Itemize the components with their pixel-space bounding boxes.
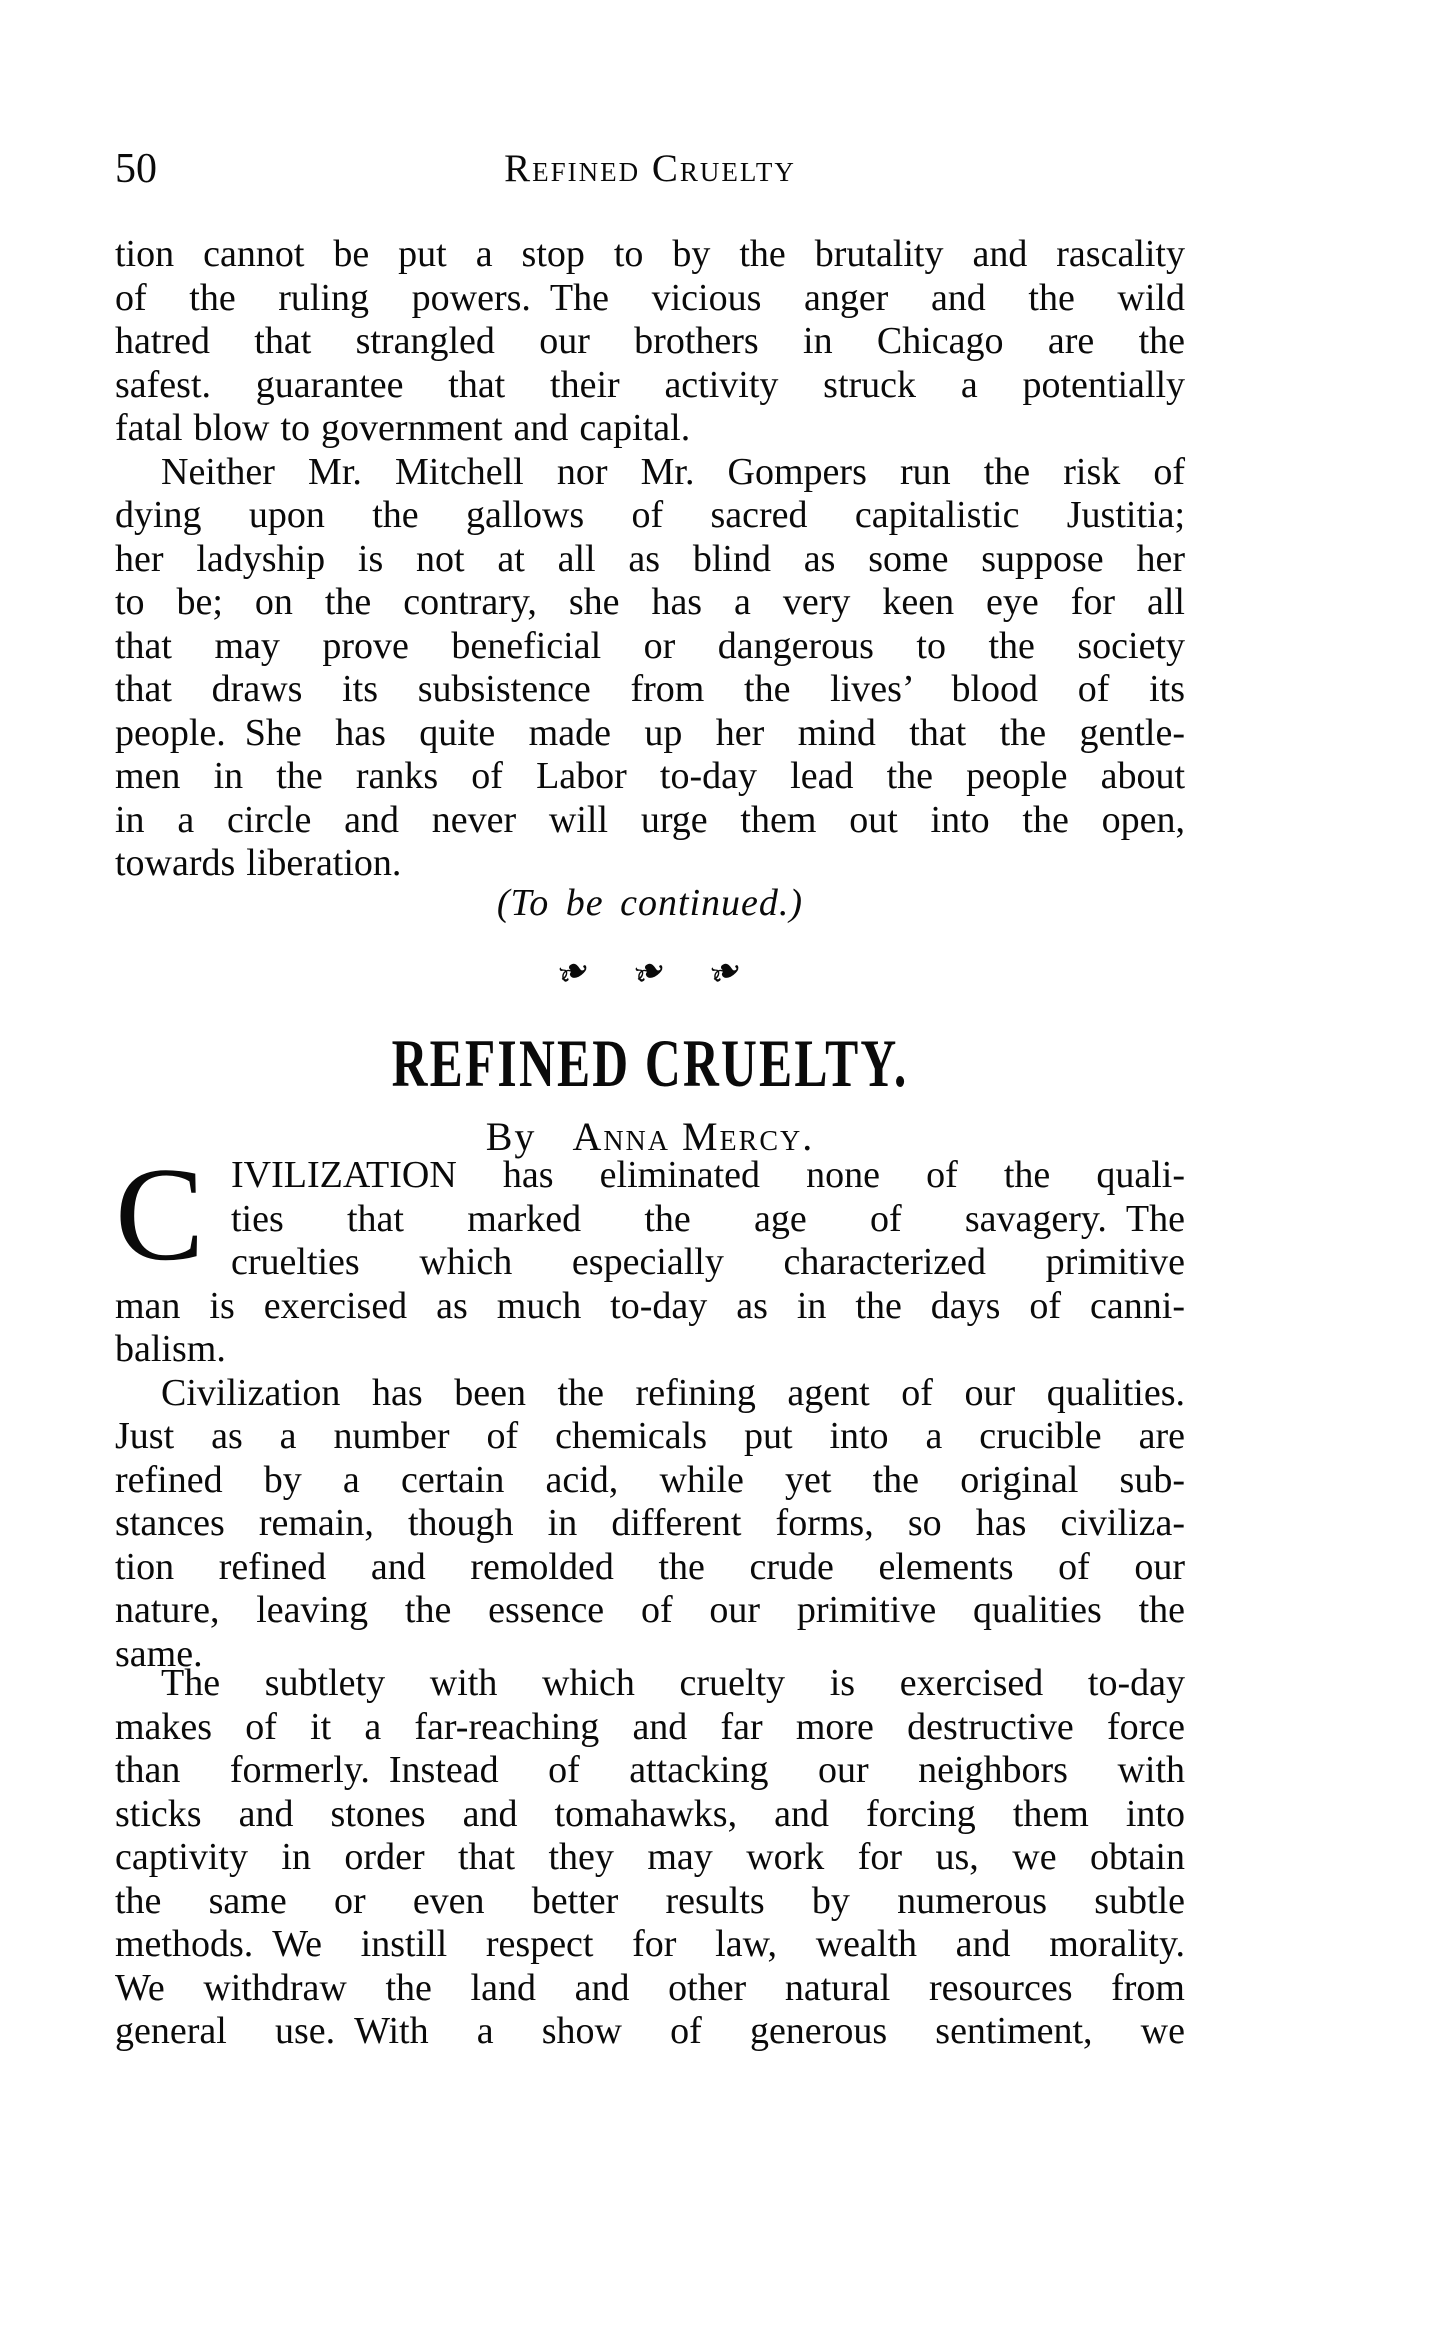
text-line: her ladyship is not at all as blind as some suppose her [115, 537, 1185, 580]
text-line: of the ruling powers. The vicious anger and the wild [115, 276, 1185, 319]
section-ornament-row [115, 944, 1185, 1003]
text-line: people. She has quite made up her mind that the gentle- [115, 711, 1185, 754]
text-line: Civilization has been the refining agent of our qualities. [161, 1371, 1185, 1414]
text-line: Just as a number of chemicals put into a crucible are [115, 1415, 1185, 1457]
text-line: dying upon the gallows of sacred capitalistic Justitia; [115, 494, 1185, 536]
byline-author-name: Anna Mercy. [572, 1114, 815, 1159]
drop-cap-letter: C [115, 1140, 205, 1288]
text-line: captivity in order that they may work for us, we obtain [115, 1836, 1185, 1878]
text-line: cruelties which especially characterized primitive [231, 1241, 1185, 1283]
text-line: to be; on the contrary, she has a very keen eye for all [115, 581, 1185, 623]
text-line: that may prove beneficial or dangerous to the society [115, 624, 1185, 667]
text-line: than formerly. Instead of attacking our neighbors with [115, 1749, 1185, 1791]
floral-leaf-icon: ❧ [701, 944, 751, 1000]
text-line: fatal blow to government and capital. [115, 407, 691, 449]
text-line: the same or even better results by numerous subtle [115, 1879, 1185, 1922]
paragraph-article-1 [115, 1140, 1185, 1372]
text-line: methods. We instill respect for law, wealth and morality. [115, 1923, 1185, 1965]
paragraph-serial-continuation-1 [115, 233, 1185, 451]
text-line: hatred that strangled our brothers in Chicago are the [115, 320, 1185, 362]
text-line: that draws its subsistence from the lives’ blood of its [115, 668, 1185, 710]
byline-spacer [548, 1114, 560, 1159]
text-line: stances remain, though in different forms, so has civiliza- [115, 1502, 1185, 1544]
text-line: makes of it a far-reaching and far more destructive force [115, 1705, 1185, 1748]
text-line: safest. guarantee that their activity struck a potentially [115, 363, 1185, 406]
text-line: ties that marked the age of savagery. The [231, 1197, 1185, 1240]
paragraph-serial-continuation-2 [115, 451, 1185, 886]
text-line: balism. [115, 1328, 226, 1370]
text-line: sticks and stones and tomahawks, and forcing them into [115, 1792, 1185, 1835]
text-line: refined by a certain acid, while yet the original sub- [115, 1458, 1185, 1501]
text-line: in a circle and never will urge them out into the open, [115, 798, 1185, 841]
text-line: towards liberation. [115, 842, 402, 884]
article-title: REFINED CRUELTY. [391, 1025, 909, 1101]
paragraph-article-2 [115, 1372, 1185, 1677]
byline-prefix: By [485, 1114, 537, 1159]
text-line: tion refined and remolded the crude elements of our [115, 1545, 1185, 1588]
text-line: nature, leaving the essence of our primitive qualities the [115, 1589, 1185, 1631]
drop-cap [115, 1140, 215, 1288]
continuation-note: (To be continued.) [496, 881, 804, 924]
text-line: men in the ranks of Labor to-day lead the people about [115, 755, 1185, 797]
page-header [115, 146, 1185, 196]
text-line: tion cannot be put a stop to by the brutality and rascality [115, 233, 1185, 275]
article-title-row [115, 1023, 1185, 1103]
text-line: same. [115, 1632, 203, 1675]
text-column [115, 233, 1185, 2054]
text-line: man is exercised as much to-day as in the days of canni- [115, 1284, 1185, 1327]
paragraph-article-3 [115, 1662, 1185, 2054]
page-number: 50 [115, 146, 157, 192]
floral-leaf-icon: ❧ [549, 944, 599, 1000]
text-line: The subtlety with which cruelty is exercised to-day [161, 1662, 1185, 1704]
text-line: IVILIZATION has eliminated none of the quali- [231, 1154, 1185, 1196]
running-head: Refined Cruelty [504, 147, 796, 190]
text-line: general use. With a show of generous sentiment, we [115, 2010, 1185, 2052]
floral-leaf-icon: ❧ [625, 944, 675, 1000]
text-line: We withdraw the land and other natural resources from [115, 1966, 1185, 2009]
text-line: Neither Mr. Mitchell nor Mr. Gompers run the risk of [161, 450, 1185, 493]
